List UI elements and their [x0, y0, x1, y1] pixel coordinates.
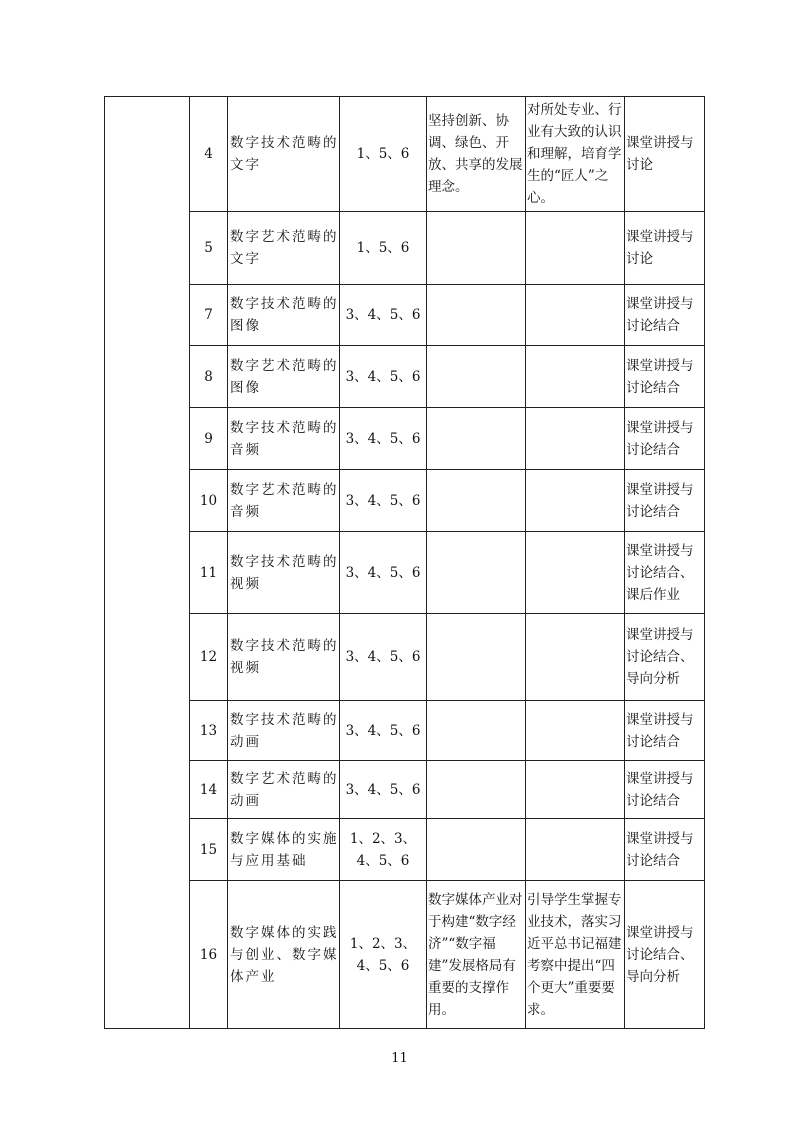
objectives-cell: 1、5、6: [340, 212, 427, 285]
method-cell: 课堂讲授与讨论结合: [625, 346, 705, 408]
topic-cell: 数字媒体的实施与应用基础: [228, 819, 340, 881]
ideology-cell: [427, 285, 526, 346]
topic-cell: 数字艺术范畴的文字: [228, 212, 340, 285]
course-content-table: [104, 96, 705, 1029]
row-number: 4: [190, 97, 228, 212]
topic-cell: 数字艺术范畴的音频: [228, 470, 340, 532]
row-number: 9: [190, 408, 228, 470]
ideology-cell: [427, 408, 526, 470]
row-number: 5: [190, 212, 228, 285]
ideology-cell: [427, 532, 526, 614]
table-row: [105, 614, 705, 701]
goal-cell: [526, 470, 625, 532]
table-row: [105, 701, 705, 761]
row-number: 13: [190, 701, 228, 761]
topic-cell: 数字技术范畴的图像: [228, 285, 340, 346]
ideology-cell: 数字媒体产业对于构建“数字经济”“数字福建”发展格局有重要的支撑作用。: [427, 881, 526, 1029]
ideology-cell: [427, 701, 526, 761]
objectives-cell: 3、4、5、6: [340, 408, 427, 470]
method-cell: 课堂讲授与讨论结合: [625, 819, 705, 881]
objectives-cell: 3、4、5、6: [340, 761, 427, 819]
merged-left-cell: [105, 97, 190, 1029]
topic-cell: 数字技术范畴的动画: [228, 701, 340, 761]
method-cell: 课堂讲授与讨论结合: [625, 285, 705, 346]
goal-cell: [526, 761, 625, 819]
objectives-cell: 1、2、3、4、5、6: [340, 819, 427, 881]
row-number: 8: [190, 346, 228, 408]
method-cell: 课堂讲授与讨论结合: [625, 470, 705, 532]
ideology-cell: [427, 212, 526, 285]
topic-cell: 数字艺术范畴的动画: [228, 761, 340, 819]
table-row: [105, 881, 705, 1029]
goal-cell: [526, 532, 625, 614]
table-row: [105, 212, 705, 285]
row-number: 10: [190, 470, 228, 532]
table-row: [105, 819, 705, 881]
goal-cell: [526, 285, 625, 346]
topic-cell: 数字技术范畴的音频: [228, 408, 340, 470]
table-row: [105, 408, 705, 470]
row-number: 7: [190, 285, 228, 346]
table-row: [105, 97, 705, 212]
ideology-cell: 坚持创新、协调、绿色、开放、共享的发展理念。: [427, 97, 526, 212]
topic-cell: 数字技术范畴的视频: [228, 532, 340, 614]
table-row: [105, 761, 705, 819]
goal-cell: 对所处专业、行业有大致的认识和理解，培育学生的“匠人”之心。: [526, 97, 625, 212]
row-number: 12: [190, 614, 228, 701]
row-number: 16: [190, 881, 228, 1029]
goal-cell: [526, 408, 625, 470]
objectives-cell: 3、4、5、6: [340, 346, 427, 408]
page-number: 11: [391, 1051, 408, 1066]
goal-cell: [526, 212, 625, 285]
method-cell: 课堂讲授与讨论结合、导向分析: [625, 614, 705, 701]
ideology-cell: [427, 470, 526, 532]
table-row: [105, 470, 705, 532]
topic-cell: 数字技术范畴的视频: [228, 614, 340, 701]
method-cell: 课堂讲授与讨论结合: [625, 408, 705, 470]
objectives-cell: 1、2、3、4、5、6: [340, 881, 427, 1029]
topic-cell: 数字艺术范畴的图像: [228, 346, 340, 408]
ideology-cell: [427, 614, 526, 701]
method-cell: 课堂讲授与讨论结合: [625, 761, 705, 819]
method-cell: 课堂讲授与讨论结合: [625, 701, 705, 761]
objectives-cell: 3、4、5、6: [340, 532, 427, 614]
goal-cell: [526, 346, 625, 408]
topic-cell: 数字技术范畴的文字: [228, 97, 340, 212]
table-row: [105, 532, 705, 614]
goal-cell: 引导学生掌握专业技术，落实习近平总书记福建考察中提出“四个更大”重要要求。: [526, 881, 625, 1029]
ideology-cell: [427, 819, 526, 881]
ideology-cell: [427, 761, 526, 819]
table-row: [105, 346, 705, 408]
objectives-cell: 3、4、5、6: [340, 470, 427, 532]
method-cell: 课堂讲授与讨论结合、导向分析: [625, 881, 705, 1029]
goal-cell: [526, 701, 625, 761]
method-cell: 课堂讲授与讨论结合、课后作业: [625, 532, 705, 614]
ideology-cell: [427, 346, 526, 408]
method-cell: 课堂讲授与讨论: [625, 212, 705, 285]
goal-cell: [526, 819, 625, 881]
topic-cell: 数字媒体的实践与创业、数字媒体产业: [228, 881, 340, 1029]
objectives-cell: 3、4、5、6: [340, 701, 427, 761]
row-number: 14: [190, 761, 228, 819]
objectives-cell: 3、4、5、6: [340, 614, 427, 701]
table-row: [105, 285, 705, 346]
method-cell: 课堂讲授与讨论: [625, 97, 705, 212]
objectives-cell: 1、5、6: [340, 97, 427, 212]
row-number: 11: [190, 532, 228, 614]
objectives-cell: 3、4、5、6: [340, 285, 427, 346]
goal-cell: [526, 614, 625, 701]
row-number: 15: [190, 819, 228, 881]
